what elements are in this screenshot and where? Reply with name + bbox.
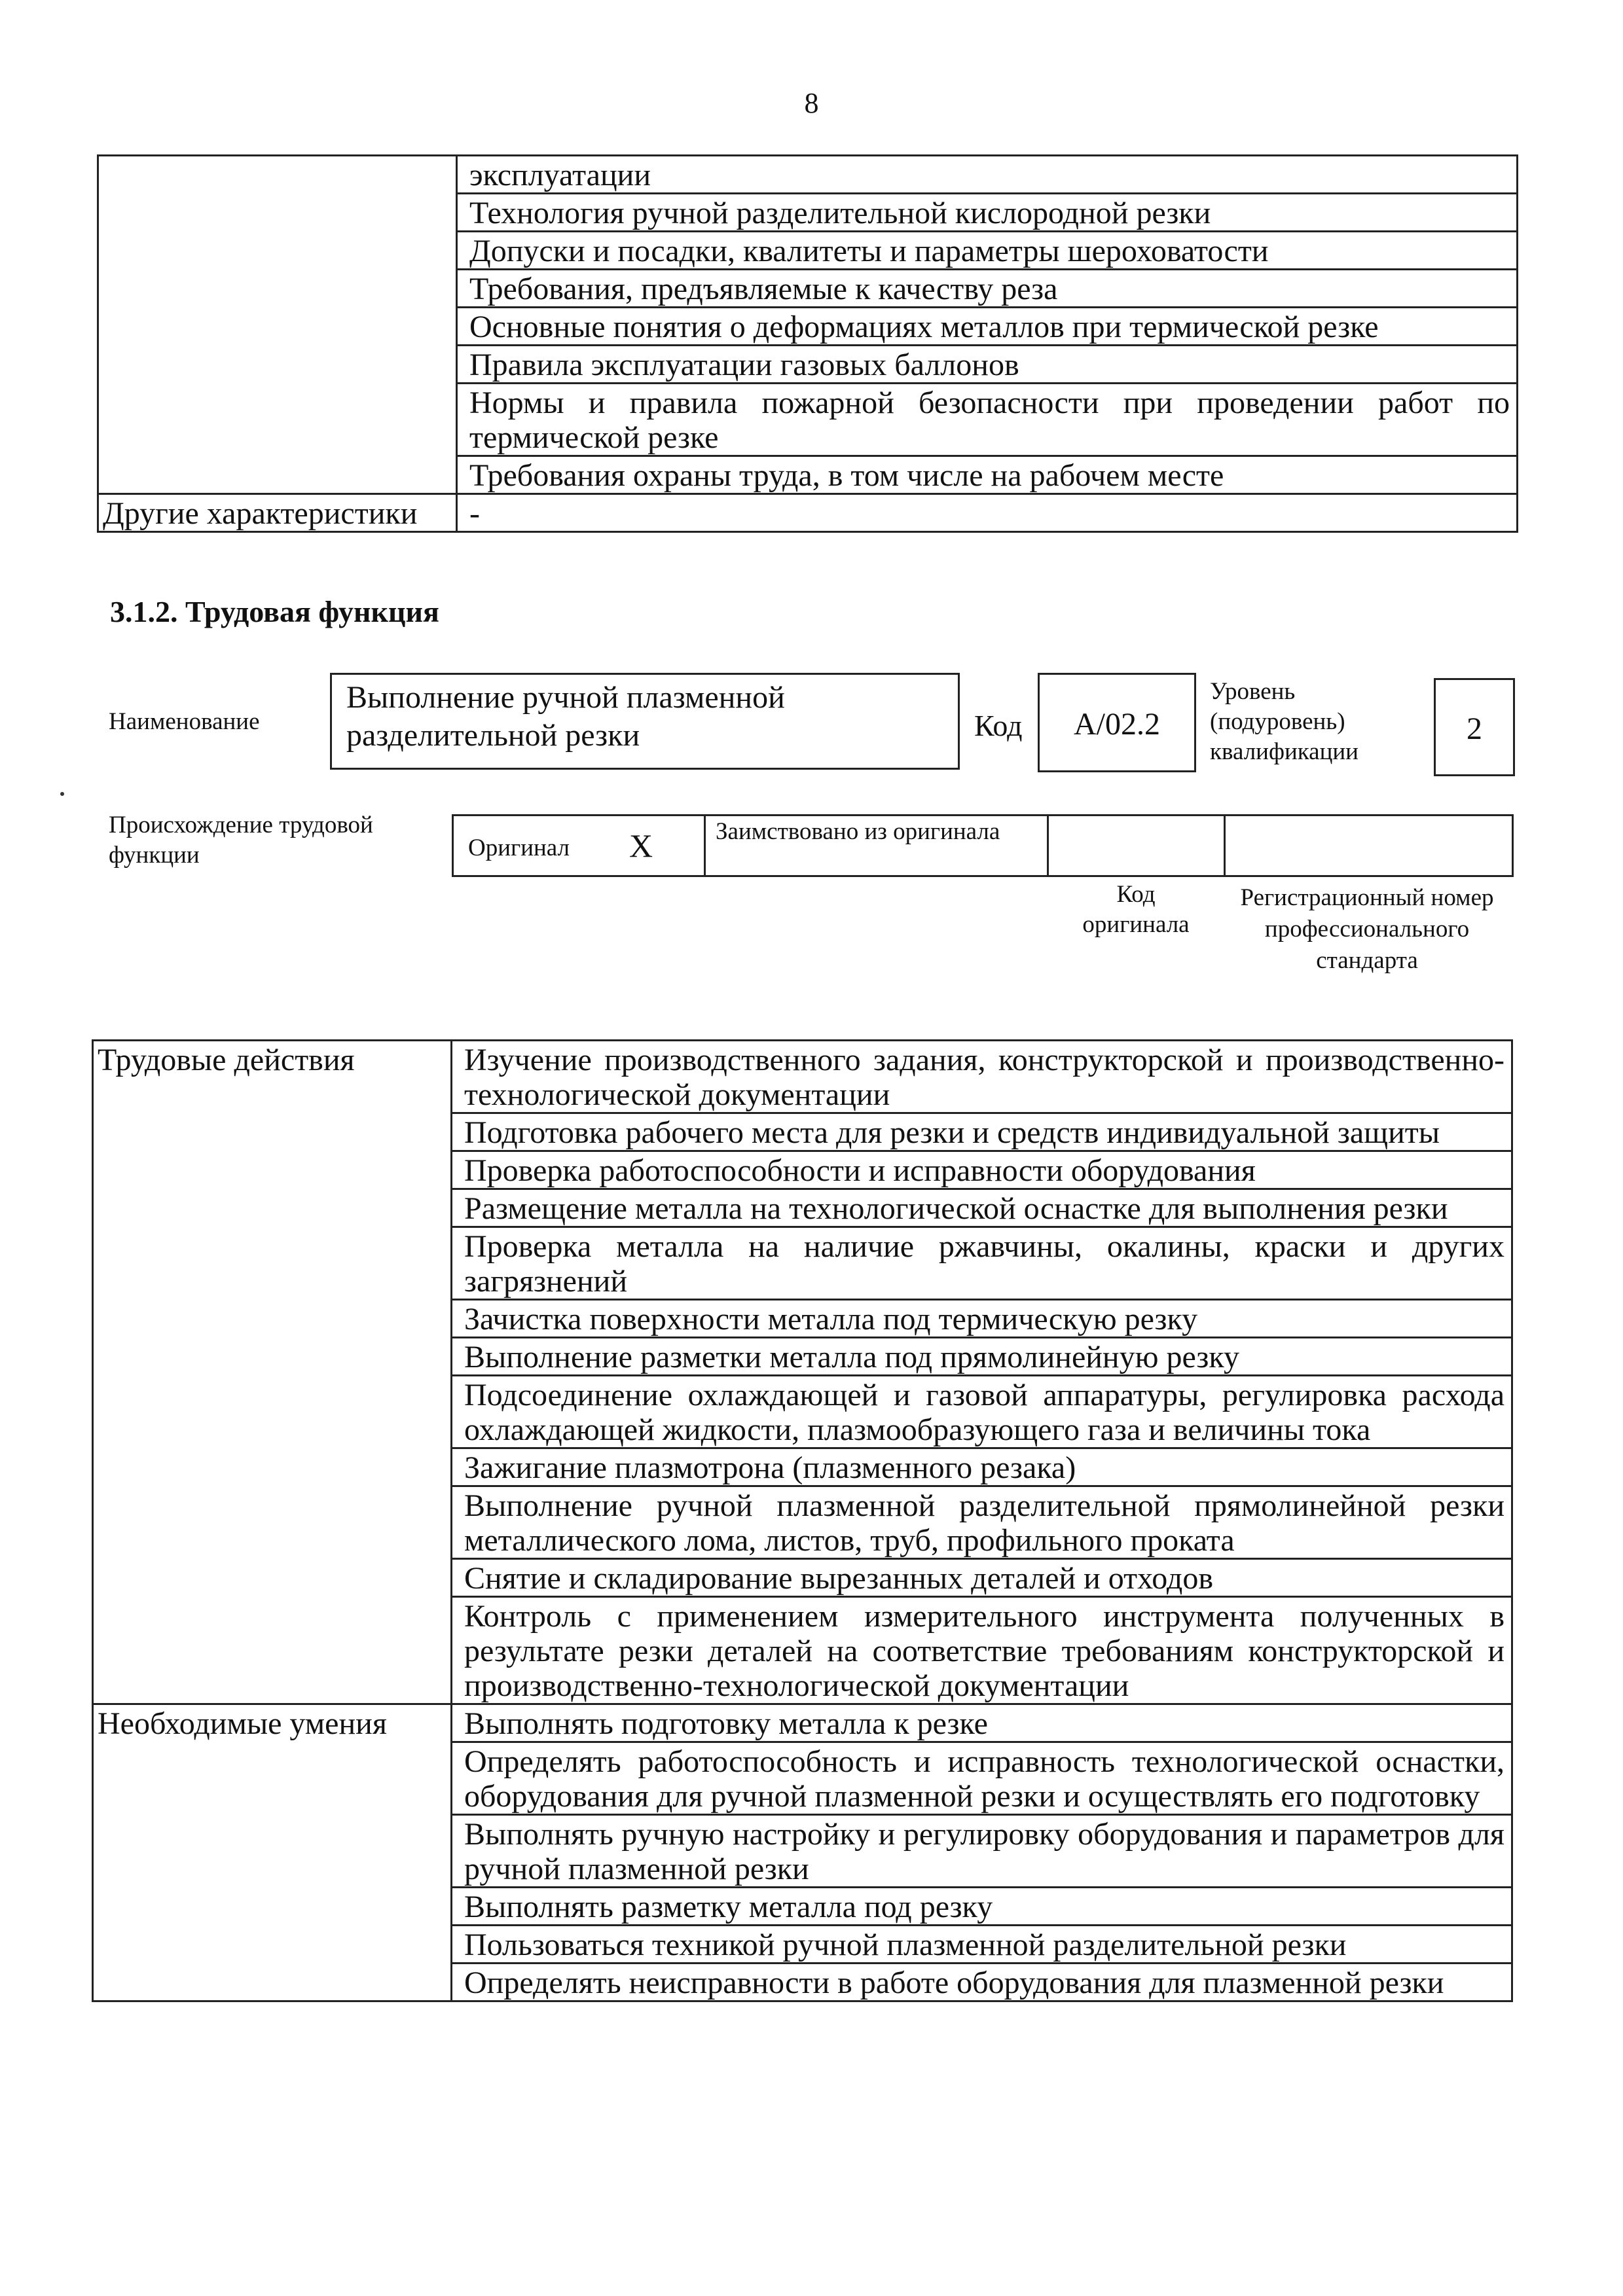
labor-action-row: Проверка работоспособности и исправности оборудования [452, 1151, 1512, 1189]
knowledge-row: Основные понятия о деформациях металлов при термической резке [457, 308, 1518, 346]
original-mark: X [629, 827, 653, 864]
knowledge-row: Требования охраны труда, в том числе на рабочем месте [457, 456, 1518, 494]
skill-row: Выполнять подготовку металла к резке [452, 1704, 1512, 1742]
labor-action-row: Снятие и складирование вырезанных деталей и отходов [452, 1559, 1512, 1597]
labor-action-row: Зачистка поверхности металла под термическую резку [452, 1300, 1512, 1338]
knowledge-row: Нормы и правила пожарной безопасности при проведении работ по термической резке [457, 384, 1518, 456]
level-label: Уровень (подуровень) квалификации [1210, 678, 1359, 765]
labor-action-row: Контроль с применением измерительного инструмента полученных в результате резки деталей на соответствие требованиям конструкторской и производственно-технологической документации [452, 1597, 1512, 1704]
skill-row: Определять неисправности в работе оборудования для плазменной резки [452, 1964, 1512, 2001]
borrowed-label: Заимствовано из оригинала [716, 818, 1000, 845]
level-value: 2 [1467, 711, 1482, 746]
section-title: 3.1.2. Трудовая функция [110, 595, 439, 628]
code-label: Код [974, 709, 1023, 742]
knowledge-row: Технология ручной разделительной кислородной резки [457, 194, 1518, 232]
code-original-caption: Код оригинала [1082, 881, 1190, 938]
stray-dot [60, 792, 64, 796]
skill-row: Выполнять ручную настройку и регулировку оборудования и параметров для ручной плазменной резки [452, 1815, 1512, 1888]
name-label: Наименование [109, 708, 260, 735]
origin-divider [1047, 816, 1049, 875]
page-number: 8 [804, 87, 819, 119]
original-label: Оригинал [468, 834, 570, 861]
origin-divider [1224, 816, 1226, 875]
top-knowledge-table [97, 154, 1518, 533]
level-value-box [1434, 678, 1515, 776]
labor-actions-label: Трудовые действия [93, 1041, 452, 1704]
other-characteristics-value: - [457, 494, 1518, 532]
skill-row: Пользоваться техникой ручной плазменной разделительной резки [452, 1926, 1512, 1964]
name-value-box [330, 673, 960, 770]
code-value: А/02.2 [1074, 707, 1160, 742]
labor-action-row: Выполнение ручной плазменной разделительной прямолинейной резки металлического лома, листов, труб, профильного проката [452, 1486, 1512, 1559]
knowledge-row: Допуски и посадки, квалитеты и параметры шероховатости [457, 232, 1518, 270]
reg-number-caption: Регистрационный номер профессионального стандарта [1240, 884, 1494, 974]
origin-box [452, 814, 1514, 877]
knowledge-row: Требования, предъявляемые к качеству реза [457, 270, 1518, 308]
name-value: Выполнение ручной плазменной разделительной резки [346, 680, 785, 753]
knowledge-row: эксплуатации [457, 156, 1518, 194]
skill-row: Определять работоспособность и исправность технологической оснастки, оборудования для ручной плазменной резки и осуществлять его подготовку [452, 1742, 1512, 1815]
labor-actions-table [92, 1039, 1513, 2002]
labor-action-row: Подсоединение охлаждающей и газовой аппаратуры, регулировка расхода охлаждающей жидкости, плазмообразующего газа и величины тока [452, 1376, 1512, 1448]
required-skills-label: Необходимые умения [93, 1704, 452, 2001]
knowledge-row: Правила эксплуатации газовых баллонов [457, 346, 1518, 384]
labor-action-row: Выполнение разметки металла под прямолинейную резку [452, 1338, 1512, 1376]
origin-label: Происхождение трудовой функции [109, 812, 373, 869]
labor-action-row: Изучение производственного задания, конструкторской и производственно-технологической документации [452, 1041, 1512, 1113]
labor-action-row: Проверка металла на наличие ржавчины, окалины, краски и других загрязнений [452, 1227, 1512, 1300]
skill-row: Выполнять разметку металла под резку [452, 1888, 1512, 1926]
labor-action-row: Подготовка рабочего места для резки и средств индивидуальной защиты [452, 1113, 1512, 1151]
top-table-label-cell [98, 156, 457, 494]
labor-action-row: Размещение металла на технологической оснастке для выполнения резки [452, 1189, 1512, 1227]
other-characteristics-label: Другие характеристики [98, 494, 457, 532]
labor-action-row: Зажигание плазмотрона (плазменного резака) [452, 1448, 1512, 1486]
original-cell [454, 816, 706, 875]
code-value-box [1038, 673, 1196, 772]
